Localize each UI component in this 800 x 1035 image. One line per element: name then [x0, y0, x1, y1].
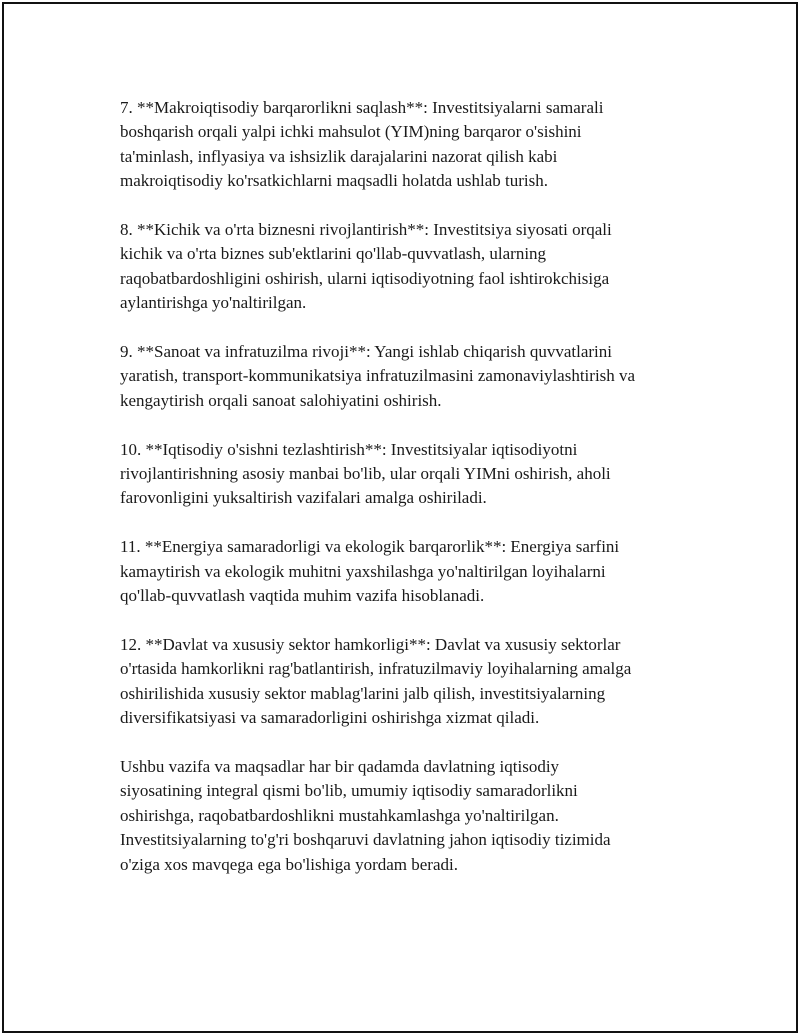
list-item-12: 12. **Davlat va xususiy sektor hamkorligi**: Davlat va xususiy sektorlar o'rtasida hamkorlikni rag'batlantirish, infratuzilmaviy loyihalarning amalga oshirilishida xususiy sektor mablag'larini jalb qilish, investitsiyalarning diversifikatsiyasi va samaradorligini oshirishga xizmat qiladi. [120, 634, 632, 728]
list-item-7: 7. **Makroiqtisodiy barqarorlikni saqlash**: Investitsiyalarni samarali boshqarish orqali yalpi ichki mahsulot (YIM)ning barqaror o'sishini ta'minlash, inflyasiya va ishsizlik darajalarini nazorat qilish kabi makroiqtisodiy ko'rsatkichlarni maqsadli holatda ushlab turish. [120, 98, 604, 191]
concluding-paragraph: Ushbu vazifa va maqsadlar har bir qadamda davlatning iqtisodiy siyosatining integral qismi bo'lib, umumiy iqtisodiy samaradorlikni oshirishga, raqobatbardoshlikni mustahkamlashga yo'naltirilgan. Investitsiyalarning to'g'ri boshqaruvi davlatning jahon iqtisodiy tizimida o'ziga xos mavqega ega bo'lishiga yordam beradi. [120, 756, 611, 874]
document-body [120, 96, 700, 901]
list-item-9: 9. **Sanoat va infratuzilma rivoji**: Yangi ishlab chiqarish quvvatlarini yaratish, transport-kommunikatsiya infratuzilmasini zamonaviylashtirish va kengaytirish orqali sanoat salohiyatini oshirish. [120, 342, 636, 410]
list-item-8: 8. **Kichik va o'rta biznesni rivojlantirish**: Investitsiya siyosati orqali kichik va o'rta biznes sub'ektlarini qo'llab-quvvatlash, ularning raqobatbardoshligini oshirish, ularni iqtisodiyotning faol ishtirokchisiga aylantirishga yo'naltirilgan. [120, 220, 612, 313]
list-item-11: 11. **Energiya samaradorligi va ekologik barqarorlik**: Energiya sarfini kamaytirish va ekologik muhitni yaxshilashga yo'naltirilgan loyihalarni qo'llab-quvvatlash vaqtida muhim vazifa hisoblanadi. [120, 537, 620, 606]
list-item-10: 10. **Iqtisodiy o'sishni tezlashtirish**: Investitsiyalar iqtisodiyotni rivojlantirishning asosiy manbai bo'lib, ular orqali YIMni oshirish, aholi farovonligini yuksaltirish vazifalari amalga oshiriladi. [120, 439, 611, 508]
document-page [2, 2, 798, 1033]
